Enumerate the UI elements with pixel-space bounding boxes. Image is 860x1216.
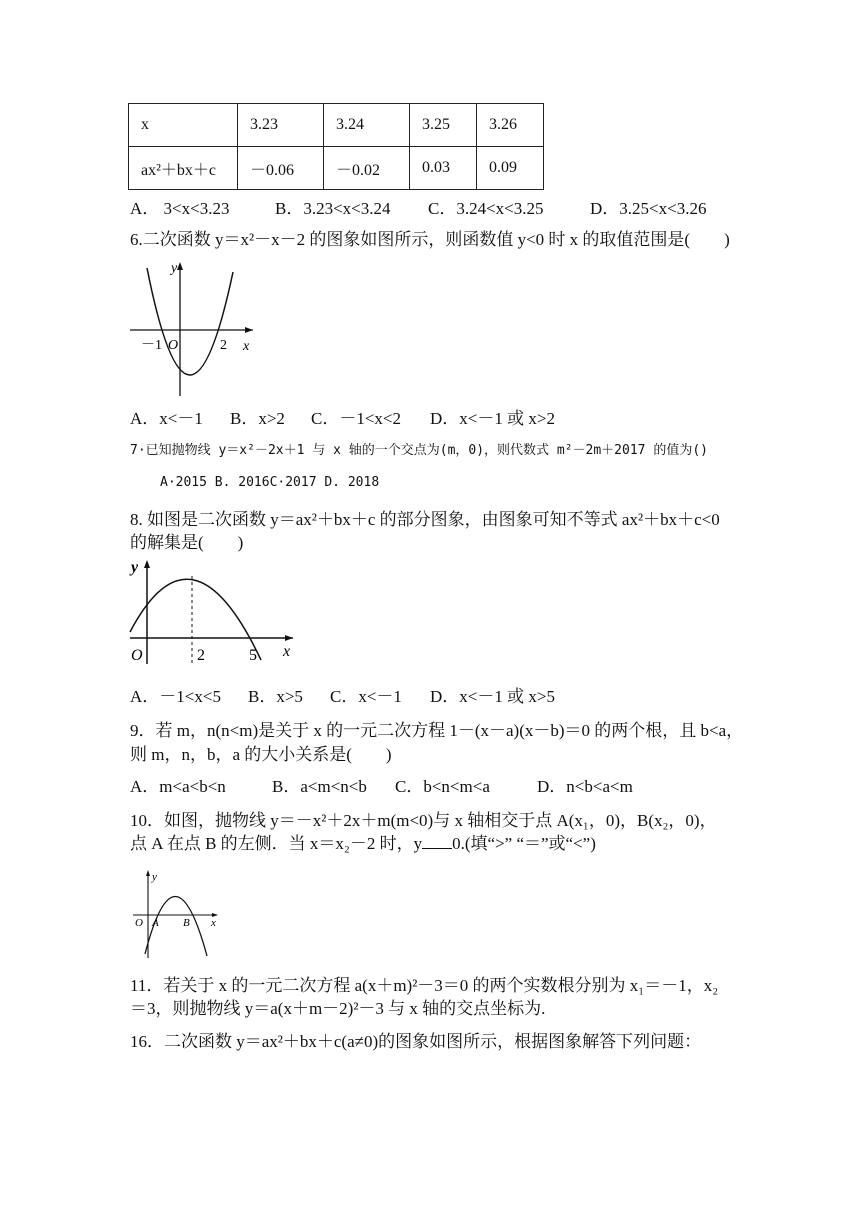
q8-option-b: B．x>5 (248, 687, 303, 706)
q5-option-c: C．3.24<x<3.25 (428, 199, 544, 218)
table-row (129, 147, 544, 190)
q6-tick-neg1: －1 (141, 338, 162, 353)
q10-y-arrow-icon (146, 870, 150, 876)
table-row (129, 104, 544, 147)
table-cell: 3.26 (477, 104, 544, 147)
q9-option-b: B．a<m<n<b (272, 777, 367, 796)
q8-option-c: C．x<－1 (330, 687, 402, 706)
table-cell: －0.02 (324, 147, 410, 190)
table-cell: 3.23 (238, 104, 324, 147)
q10-stem-line1: 10．如图，抛物线 y＝－x²＋2x＋m(m<0)与 x 轴相交于点 A(x₁，0)，B(x₂，0)， (130, 811, 717, 830)
q6-option-c: C．－1<x<2 (311, 409, 402, 428)
q6-graph (125, 258, 260, 398)
q8-parabola (130, 579, 261, 660)
q8-x-arrow-icon (285, 635, 293, 641)
q10-origin-label: O (135, 917, 143, 929)
table-cell: 0.03 (410, 147, 477, 190)
q16-stem: 16．二次函数 y＝ax²＋bx＋c(a≠0)的图象如图所示，根据图象解答下列问题： (130, 1032, 702, 1051)
q6-tick-2: 2 (220, 338, 227, 353)
q6-parabola (147, 268, 233, 375)
q5-option-d: D．3.25<x<3.26 (590, 199, 707, 218)
q10-answer-blank (422, 834, 452, 849)
q10-stem-part1: 点 A 在点 B 的左侧．当 x＝x₂－2 时，y (130, 834, 423, 853)
q10-stem-part2: 0.(填“>” “＝”或“<”) (452, 834, 596, 853)
q8-option-d: D．x<－1 或 x>5 (430, 687, 555, 706)
q9-option-a: A．m<a<b<n (130, 777, 226, 796)
q5-option-a: A． 3<x<3.23 (130, 199, 230, 218)
q7-stem: 7·已知抛物线 y＝x²－2x＋1 与 x 轴的一个交点为(m，0)，则代数式 m²－2m＋2017 的值为() (130, 443, 708, 458)
q8-stem-line2: 的解集是( ) (130, 533, 244, 552)
q6-option-b: B．x>2 (230, 409, 285, 428)
q9-option-c: C．b<n<m<a (395, 777, 490, 796)
table-cell: 0.09 (477, 147, 544, 190)
q11-stem-line1: 11．若关于 x 的一元二次方程 a(x＋m)²－3＝0 的两个实数根分别为 x₁＝－1，x₂ (130, 976, 719, 995)
q8-y-label: y (131, 559, 139, 576)
table-cell: 3.24 (324, 104, 410, 147)
q6-stem: 6.二次函数 y＝x²－x－2 的图象如图所示，则函数值 y<0 时 x 的取值范围是( ) (130, 230, 730, 249)
table-cell: －0.06 (238, 147, 324, 190)
q8-origin-label: O (131, 647, 143, 664)
q9-option-d: D．n<b<a<m (537, 777, 633, 796)
q6-x-arrow-icon (245, 327, 253, 333)
q6-y-label: y (171, 261, 178, 276)
q9-stem-line1: 9．若 m，n(n<m)是关于 x 的一元二次方程 1－(x－a)(x－b)＝0 的两个根，且 b<a， (130, 721, 744, 740)
q8-y-arrow-icon (144, 560, 150, 568)
q5-option-b: B．3.23<x<3.24 (275, 199, 391, 218)
q6-origin-label: O (168, 338, 179, 353)
q7-options: A·2015 B. 2016C·2017 D. 2018 (160, 475, 380, 490)
q6-option-d: D．x<－1 或 x>2 (430, 409, 555, 428)
q6-option-a: A．x<－1 (130, 409, 203, 428)
q8-tick-5: 5 (249, 647, 257, 664)
q10-stem-line2 (130, 833, 596, 855)
q8-stem-line1: 8. 如图是二次函数 y＝ax²＋bx＋c 的部分图象，由图象可知不等式 ax²＋bx＋c<0 (130, 510, 720, 529)
q6-x-label: x (243, 339, 250, 354)
q10-graph (125, 868, 225, 960)
table-cell: 3.25 (410, 104, 477, 147)
q10-y-label: y (152, 871, 157, 883)
q8-option-a: A．－1<x<5 (130, 687, 221, 706)
q8-x-label: x (283, 643, 291, 660)
q9-stem-line2: 则 m，n，b，a 的大小关系是( ) (130, 745, 392, 764)
q10-point-a: A (152, 917, 159, 929)
q10-point-b: B (183, 917, 190, 929)
value-table (128, 103, 544, 190)
q8-graph (125, 556, 300, 666)
q10-x-label: x (211, 917, 216, 929)
q11-stem-line2: ＝3，则抛物线 y＝a(x＋m－2)²－3 与 x 轴的交点坐标为. (130, 999, 546, 1018)
table-cell: x (129, 104, 238, 147)
q8-tick-2: 2 (197, 647, 205, 664)
table-cell: ax²＋bx＋c (129, 147, 238, 190)
q6-y-arrow-icon (177, 262, 183, 270)
